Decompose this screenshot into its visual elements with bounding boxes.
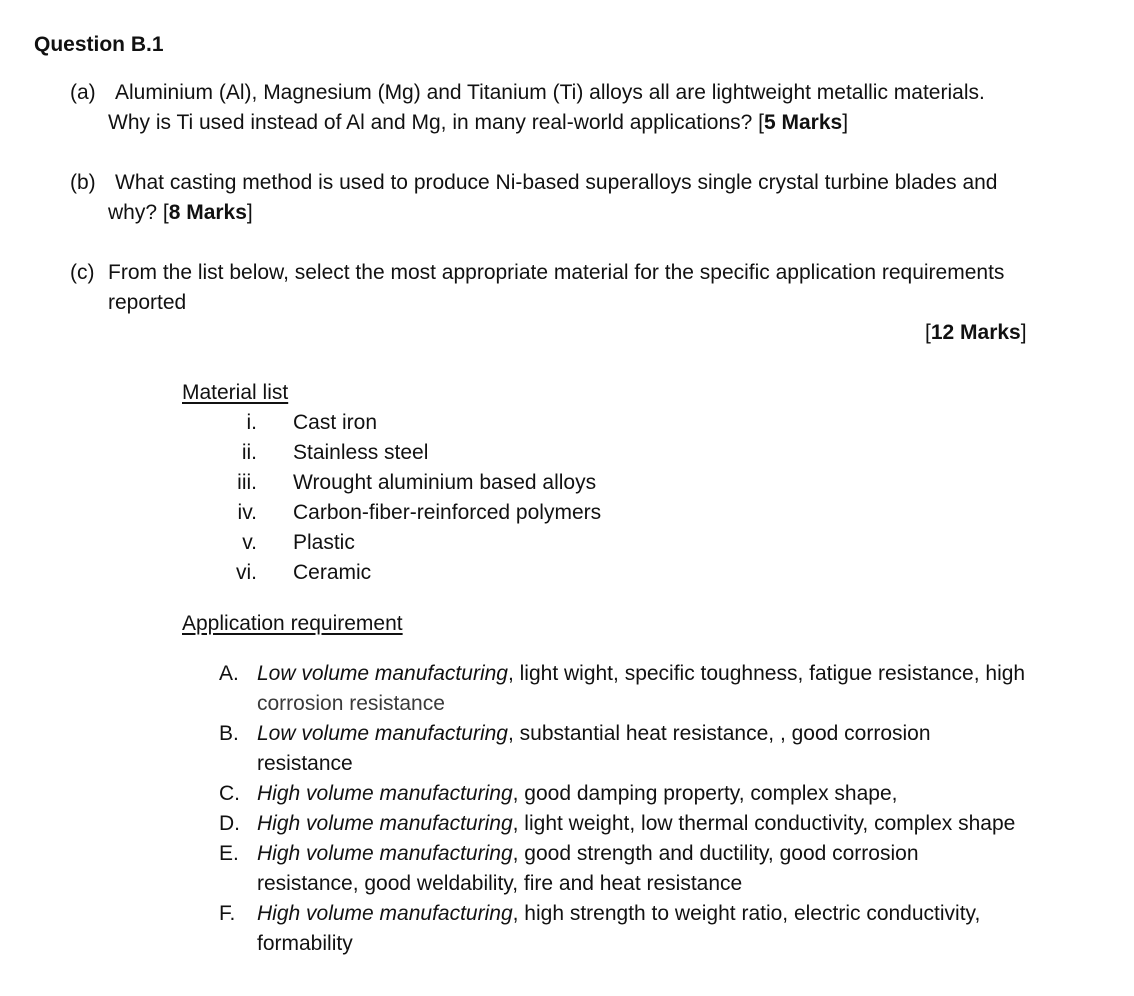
list-item: D. High volume manufacturing, light weight, low thermal conductivity, complex shape — [219, 812, 1016, 835]
application-heading: Application requirement — [182, 612, 403, 635]
part-a-marks: 5 Marks — [763, 111, 843, 134]
part-b-line2: why? [8 Marks] — [108, 201, 253, 224]
list-item: vi. Ceramic — [236, 561, 372, 584]
list-item: E. High volume manufacturing, good strength and ductility, good corrosion resistance, good weldability, fire and heat resistance — [219, 842, 919, 895]
part-c-line1: From the list below, select the most appropriate material for the specific application requirements — [108, 261, 1005, 284]
list-item: v. Plastic — [242, 531, 355, 554]
part-a-line2: Why is Ti used instead of Al and Mg, in many real-world applications? [5 Marks] — [108, 111, 849, 134]
part-b-label: (b) — [70, 171, 96, 194]
part-c-line2: reported — [108, 291, 187, 314]
material-list-items — [0, 408, 700, 588]
part-b-line1: What casting method is used to produce Ni-based superalloys single crystal turbine blades and — [115, 171, 998, 194]
question-title: Question B.1 — [34, 33, 164, 56]
list-item: A. Low volume manufacturing, light wight, specific toughness, fatigue resistance, high corrosion resistance — [219, 662, 1026, 715]
list-item: iii. Wrought aluminium based alloys — [237, 471, 597, 494]
list-item: C. High volume manufacturing, good damping property, complex shape, — [219, 782, 898, 805]
part-a-line1: Aluminium (Al), Magnesium (Mg) and Titanium (Ti) alloys all are lightweight metallic materials. — [115, 81, 985, 104]
list-item: ii. Stainless steel — [241, 441, 429, 464]
list-item: B. Low volume manufacturing, substantial heat resistance, , good corrosion resistance — [219, 722, 931, 775]
list-item: iv. Carbon-fiber-reinforced polymers — [237, 501, 602, 524]
part-c-label: (c) — [70, 261, 95, 284]
list-item: i. Cast iron — [246, 411, 378, 434]
part-a-label: (a) — [70, 81, 96, 104]
material-list-heading: Material list — [182, 381, 289, 404]
part-b-marks: 8 Marks — [168, 201, 247, 224]
list-item: F. High volume manufacturing, high strength to weight ratio, electric conductivity, formability — [219, 902, 981, 955]
part-c-marks: [12 Marks] — [925, 321, 1027, 344]
